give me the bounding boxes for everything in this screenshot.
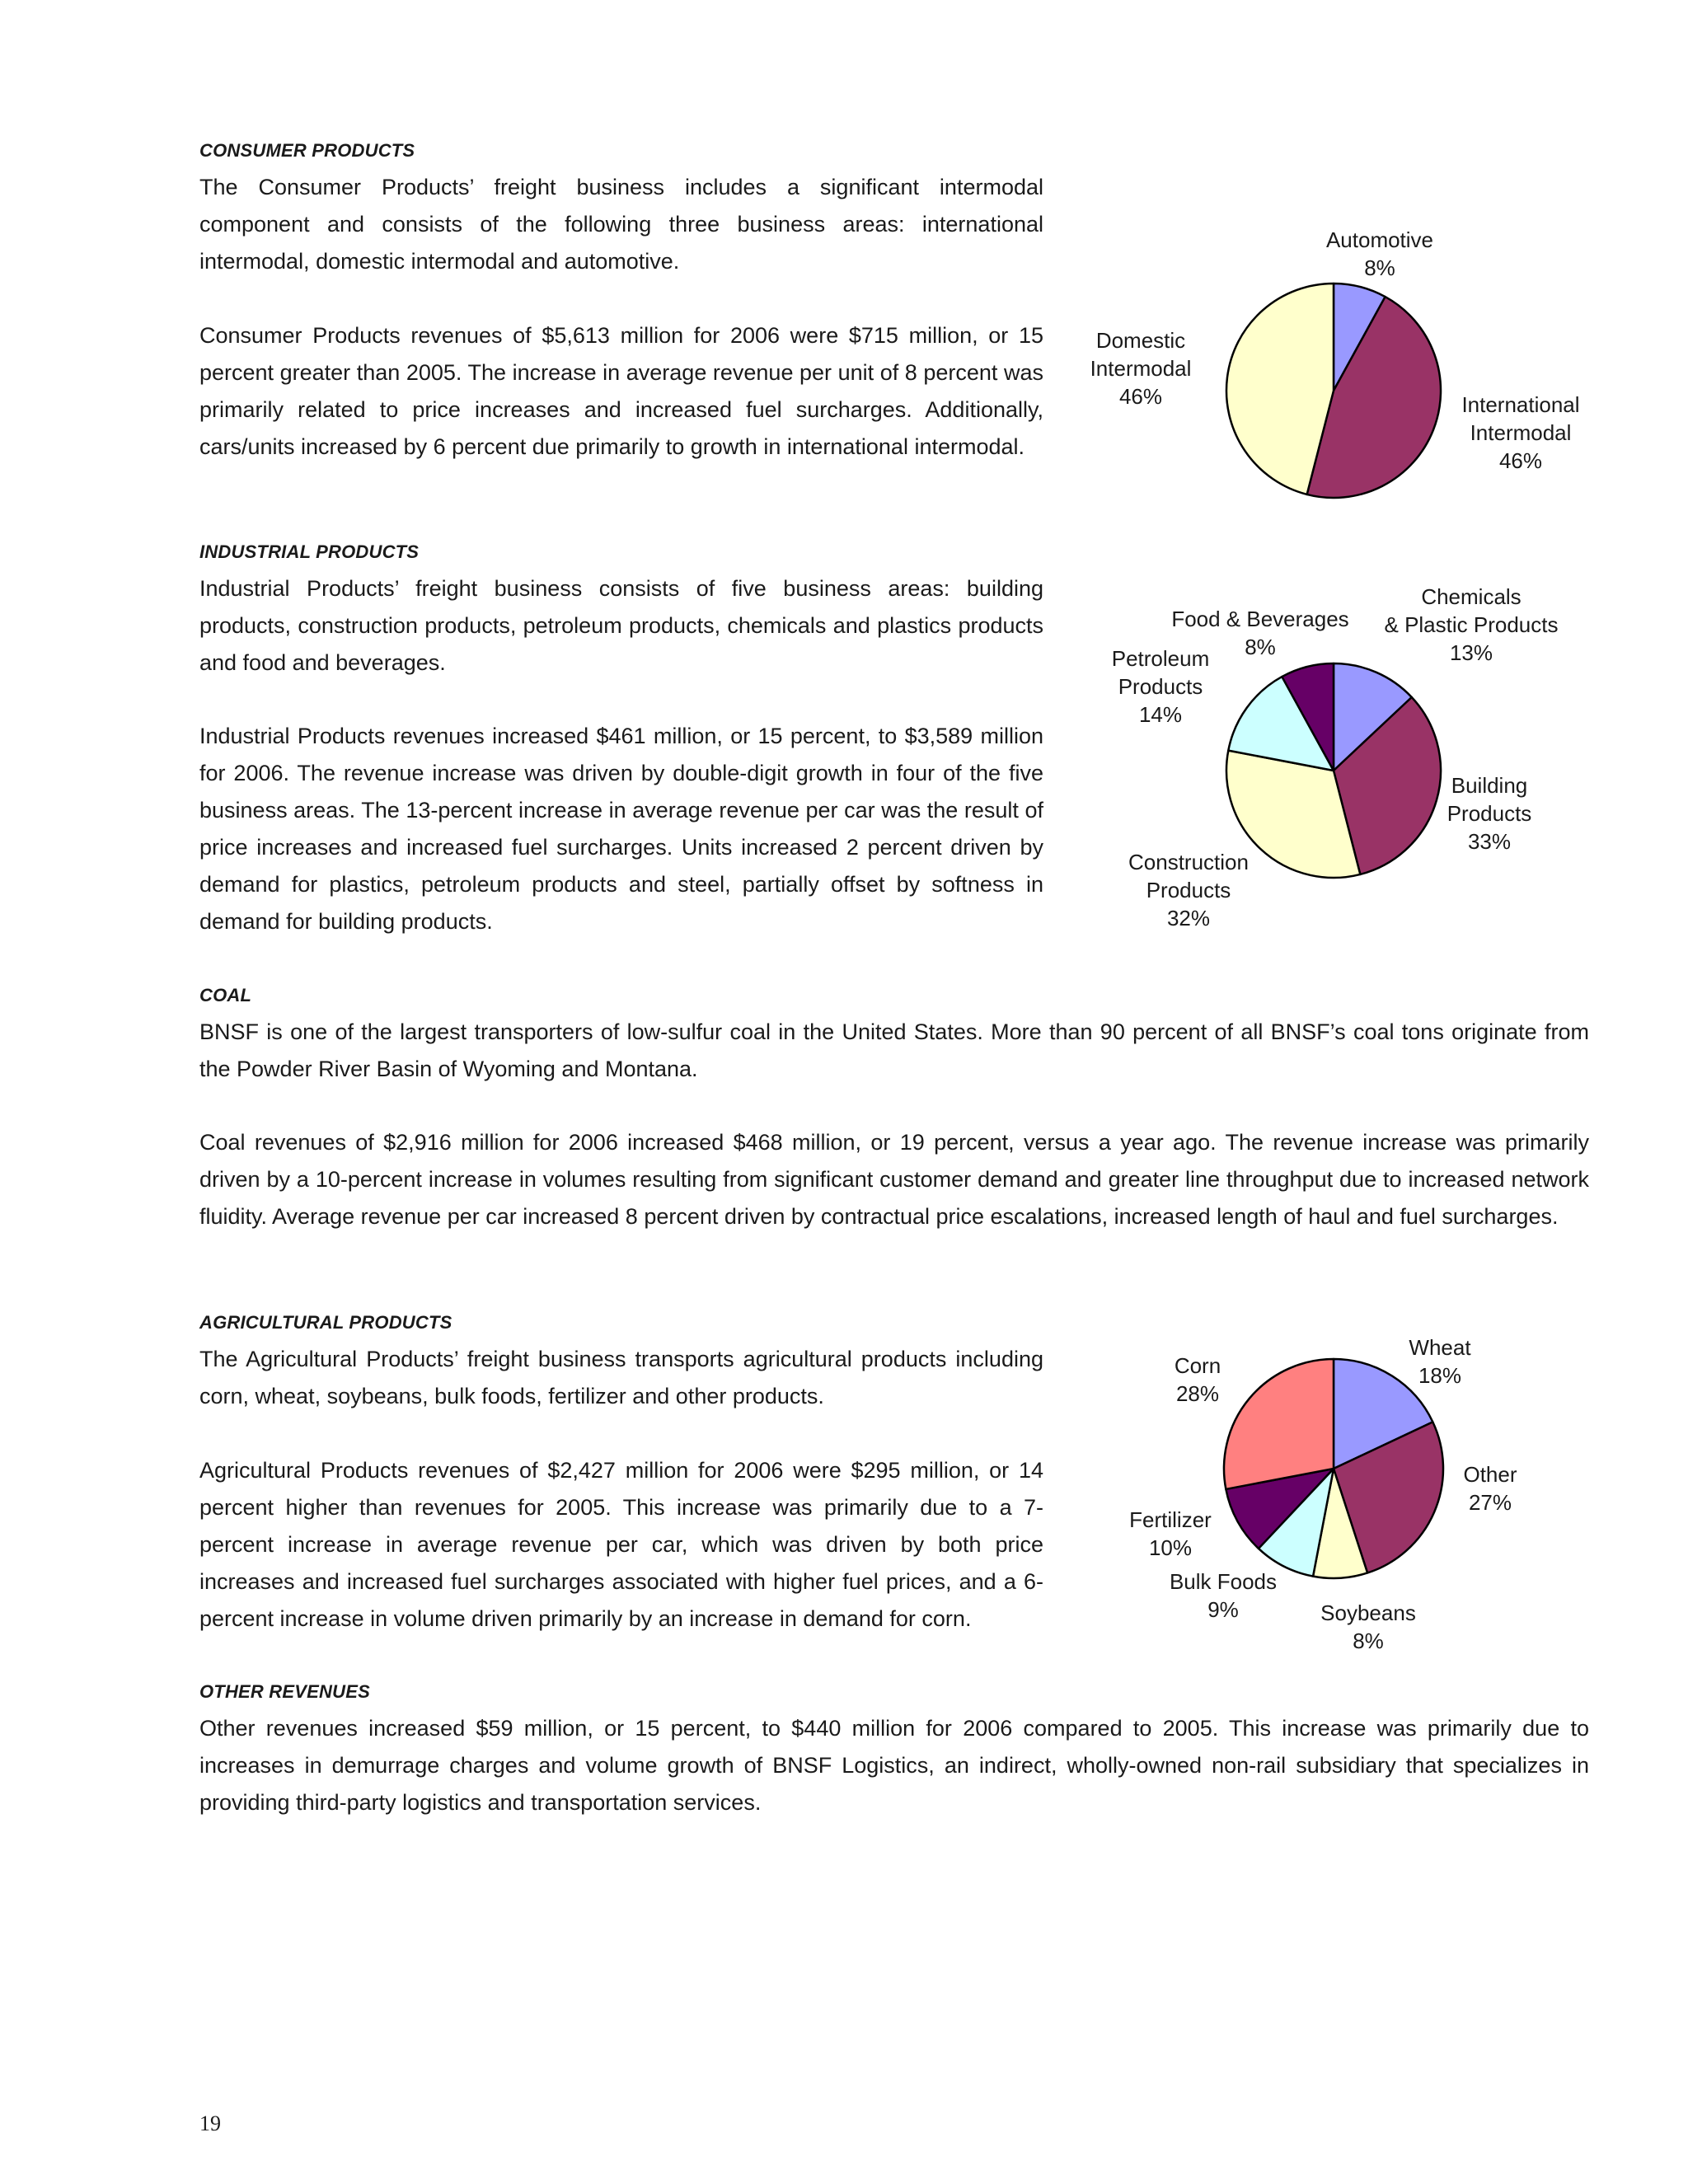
coal-paragraph-2: Coal revenues of $2,916 million for 2006 increased $468 million, or 19 percent, versus a year ago. The revenue increase was primarily driven by a 10-percent increase in volumes resulting from significant customer demand and greater line throughput due to increased network fluidity. Average revenue per car increased 8 percent driven by contractual price escalations, increased length of haul and fuel surcharges. [199, 1130, 1589, 1229]
other-revenues-paragraph: Other revenues increased $59 million, or 15 percent, to $440 million for 2006 compared to 2005. This increase was primarily due to increases in demurrage charges and volume growth of BNSF Logistics, an indirect, wholly-owned non-rail subsidiary that specializes in providing third-party logistics and transportation services. [199, 1716, 1589, 1815]
pie-label-corn: Corn 28% [1174, 1353, 1221, 1406]
pie-label-fertilizer: Fertilizer 10% [1129, 1507, 1212, 1560]
industrial-products-pie-chart [1071, 577, 1599, 948]
other-revenues-heading: OTHER REVENUES [199, 1681, 370, 1702]
pie-label-building-products: Building Products 33% [1447, 773, 1532, 854]
pie-label-bulk-foods: Bulk Foods 9% [1169, 1569, 1278, 1622]
consumer-products-heading: CONSUMER PRODUCTS [199, 140, 415, 161]
industrial-products-paragraph-2: Industrial Products revenues increased $461 million, or 15 percent, to $3,589 million for 2006. The revenue increase was driven by double-digit growth in four of the five business areas. The 13-percent increase in average revenue per car was the result of price increases and increased fuel surcharges. Units increased 2 percent driven by demand for plastics, petroleum products and steel, partially offset by softness in demand for building products. [199, 724, 1043, 934]
coal-heading: COAL [199, 985, 252, 1005]
pie-label-petroleum-products: Petroleum Products 14% [1111, 646, 1210, 727]
consumer-products-pie-chart [1071, 223, 1599, 511]
agricultural-products-paragraph-1: The Agricultural Products’ freight business transports agricultural products including corn, wheat, soybeans, bulk foods, fertilizer and other products. [199, 1347, 1043, 1408]
pie-label-construction-products: Construction Products 32% [1128, 850, 1249, 930]
pie-label-international-intermodal: International Intermodal 46% [1461, 392, 1580, 473]
pie-label-other: Other 27% [1463, 1462, 1517, 1515]
agricultural-products-pie-chart [1071, 1327, 1599, 1673]
pie-label-automotive: Automotive 8% [1325, 227, 1434, 280]
coal-paragraph-1: BNSF is one of the largest transporters of low-sulfur coal in the United States. More than 90 percent of all BNSF’s coal tons originate from the Powder River Basin of Wyoming and Montana. [199, 1019, 1589, 1081]
industrial-products-heading: INDUSTRIAL PRODUCTS [199, 541, 420, 562]
pie-label-soybeans: Soybeans 8% [1320, 1601, 1416, 1653]
agricultural-products-heading: AGRICULTURAL PRODUCTS [199, 1312, 452, 1333]
page-number: 19 [199, 2111, 221, 2135]
pie-label-chemicals-plastic-products: Chemicals & Plastic Products 13% [1384, 584, 1559, 665]
industrial-products-paragraph-1: Industrial Products’ freight business consists of five business areas: building products, construction products, petroleum products, chemicals and plastics products and food and beverages. [199, 576, 1043, 675]
pie-slice-corn [1224, 1359, 1334, 1489]
pie-label-food-beverages: Food & Beverages 8% [1171, 607, 1349, 659]
pie-label-domestic-intermodal: Domestic Intermodal 46% [1090, 328, 1192, 409]
agricultural-products-paragraph-2: Agricultural Products revenues of $2,427 million for 2006 were $295 million, or 14 percent higher than revenues for 2005. This increase was primarily due to a 7-percent increase in average revenue per car, which was driven by both price increases and increased fuel surcharges associated with higher fuel prices, and a 6-percent increase in volume driven primarily by an increase in demand for corn. [199, 1458, 1043, 1631]
pie-label-wheat: Wheat 18% [1409, 1335, 1471, 1388]
consumer-products-paragraph-1: The Consumer Products’ freight business includes a significant intermodal component and consists of the following three business areas: international intermodal, domestic intermodal and automotive. [199, 175, 1043, 274]
consumer-products-paragraph-2: Consumer Products revenues of $5,613 million for 2006 were $715 million, or 15 percent greater than 2005. The increase in average revenue per unit of 8 percent was primarily related to price increases and increased fuel surcharges. Additionally, cars/units increased by 6 percent due primarily to growth in international intermodal. [199, 323, 1043, 459]
